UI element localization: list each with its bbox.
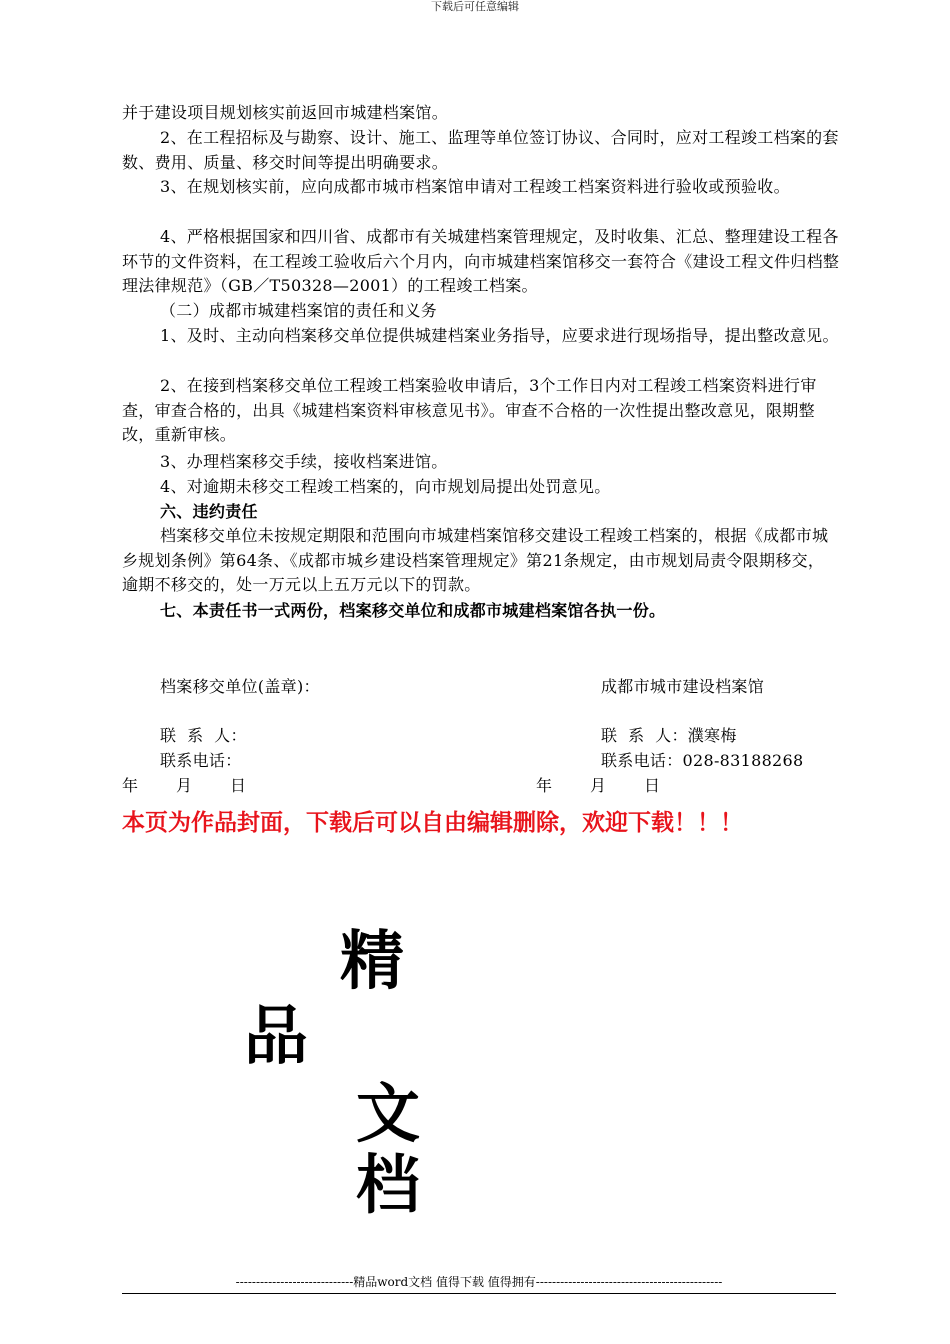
section-7-statement: 七、本责任书一式两份，档案移交单位和成都市城建档案馆各执一份。: [160, 601, 666, 620]
signature-left-party: 档案移交单位(盖章)：: [160, 677, 320, 696]
section-6-body: 档案移交单位未按规定期限和范围向市城建档案馆移交建设工程竣工档案的，根据《成都市城乡规划条例》第64条、《成都市城乡建设档案管理规定》第21条规定，由市规划局责令限期移交，逾期不移交的，处一万元以上五万元以下的罚款。: [122, 526, 829, 594]
big-char-pin: 品: [244, 1000, 308, 1074]
signature-right-date: 年 月 日: [536, 776, 661, 795]
paragraph-item-2: 2、在工程招标及与勘察、设计、施工、监理等单位签订协议、合同时，应对工程竣工档案的套数、费用、质量、移交时间等提出明确要求。: [122, 128, 839, 172]
section-2-item-1: 1、及时、主动向档案移交单位提供城建档案业务指导，应要求进行现场指导，提出整改意见。: [160, 326, 839, 345]
section-2-item-4: 4、对逾期未移交工程竣工档案的，向市规划局提出处罚意见。: [160, 477, 611, 496]
big-char-dang: 档: [356, 1149, 420, 1223]
signature-left-phone: 联系电话：: [160, 751, 242, 770]
footer-rule: [122, 1293, 836, 1294]
section-6-title: 六、违约责任: [160, 502, 258, 521]
header-note: 下载后可任意编辑: [431, 0, 519, 13]
paragraph-return-archive: 并于建设项目规划核实前返回市城建档案馆。: [122, 103, 449, 122]
section-2-item-3: 3、办理档案移交手续，接收档案进馆。: [160, 452, 448, 471]
section-2-title: （二）成都市城建档案馆的责任和义务: [160, 301, 438, 320]
paragraph-item-3: 3、在规划核实前，应向成都市城市档案馆申请对工程竣工档案资料进行验收或预验收。: [160, 177, 790, 196]
signature-right-contact: 联 系 人：濮寒梅: [601, 726, 737, 745]
signature-right-party: 成都市城市建设档案馆: [601, 677, 765, 696]
cover-notice: 本页为作品封面，下载后可以自由编辑删除，欢迎下载！！！: [122, 810, 743, 836]
signature-left-date: 年 月 日: [122, 776, 247, 795]
big-char-jing: 精: [340, 925, 404, 999]
paragraph-item-4: 4、严格根据国家和四川省、成都市有关城建档案管理规定，及时收集、汇总、整理建设工程各环节的文件资料，在工程竣工验收后六个月内，向市城建档案馆移交一套符合《建设工程文件归档整理法律规范》（GB／T50328—2001）的工程竣工档案。: [122, 227, 840, 295]
footer-text: -----------------------------精品word文档 值得下载 值得拥有----------------------------------------------: [235, 1275, 723, 1289]
section-2-item-2: 2、在接到档案移交单位工程竣工档案验收申请后，3个工作日内对工程竣工档案资料进行审查，审查合格的，出具《城建档案资料审核意见书》。审查不合格的一次性提出整改意见，限期整改，重新审核。: [122, 376, 817, 444]
big-char-wen: 文: [356, 1078, 420, 1152]
signature-left-contact: 联 系 人：: [160, 726, 247, 745]
signature-right-phone: 联系电话：028-83188268: [601, 751, 804, 770]
